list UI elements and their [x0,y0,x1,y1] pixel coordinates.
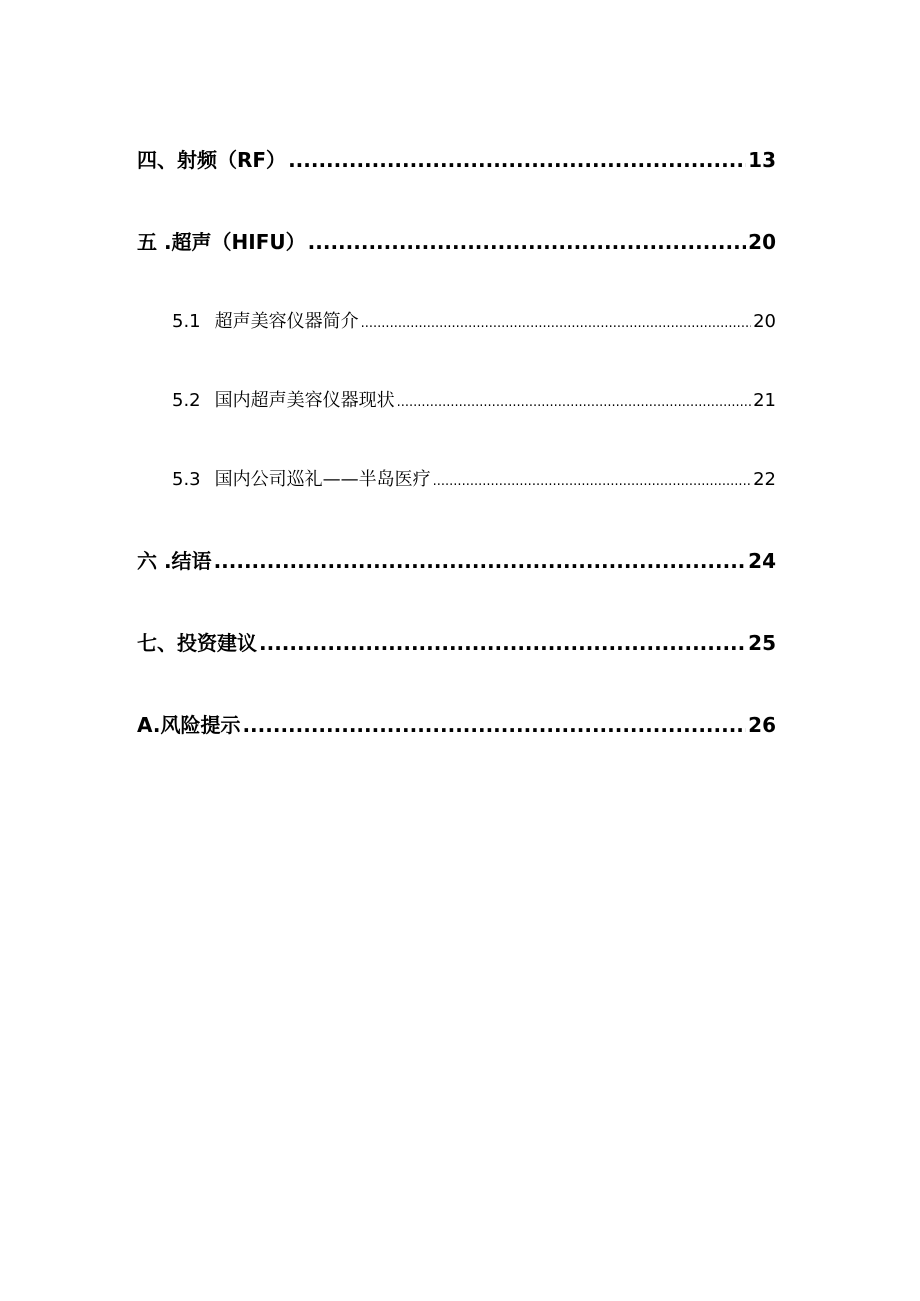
toc-page-number: 26 [748,713,776,737]
toc-dot-leader [397,390,751,411]
toc-section-title: 超声美容仪器简介 [214,311,359,332]
toc-dot-leader [433,469,751,490]
toc-entry-5-2[interactable] [172,386,776,412]
toc-dot-leader [361,311,751,332]
toc-dot-leader [259,631,746,655]
toc-page-number: 25 [748,631,776,655]
toc-entry-title: 七、投资建议 [137,631,257,655]
toc-entry-investment-advice[interactable] [137,627,776,655]
toc-section-title: 国内超声美容仪器现状 [214,390,395,411]
toc-page-number: 20 [753,311,776,332]
toc-section-number: 5.2 [172,390,201,411]
toc-entry-title: 六 .结语 [137,549,212,573]
toc-entry-5-1[interactable] [172,307,776,333]
toc-entry-rf[interactable] [137,144,776,172]
toc-entry-hifu[interactable] [137,226,776,254]
toc-page-number: 20 [748,230,776,254]
toc-entry-5-3[interactable] [172,465,776,491]
toc-dot-leader [242,713,746,737]
toc-entry-risk-warning[interactable] [137,709,776,737]
toc-dot-leader [308,230,747,254]
toc-page-number: 22 [753,469,776,490]
toc-entry-title [172,307,359,333]
toc-dot-leader [288,148,746,172]
toc-section-number: 5.3 [172,469,201,490]
toc-entry-title: A.风险提示 [137,713,241,737]
toc-page-number: 13 [748,148,776,172]
toc-page-number: 21 [753,390,776,411]
toc-entry-title: 五 .超声（HIFU） [137,230,306,254]
toc-dot-leader [214,549,747,573]
toc-entry-title: 四、射频（RF） [137,148,287,172]
toc-section-number: 5.1 [172,311,201,332]
toc-entry-conclusion[interactable] [137,545,776,573]
toc-page-number: 24 [748,549,776,573]
toc-entry-title [172,386,395,412]
toc-section-title: 国内公司巡礼——半岛医疗 [214,469,431,490]
toc-entry-title [172,465,431,491]
